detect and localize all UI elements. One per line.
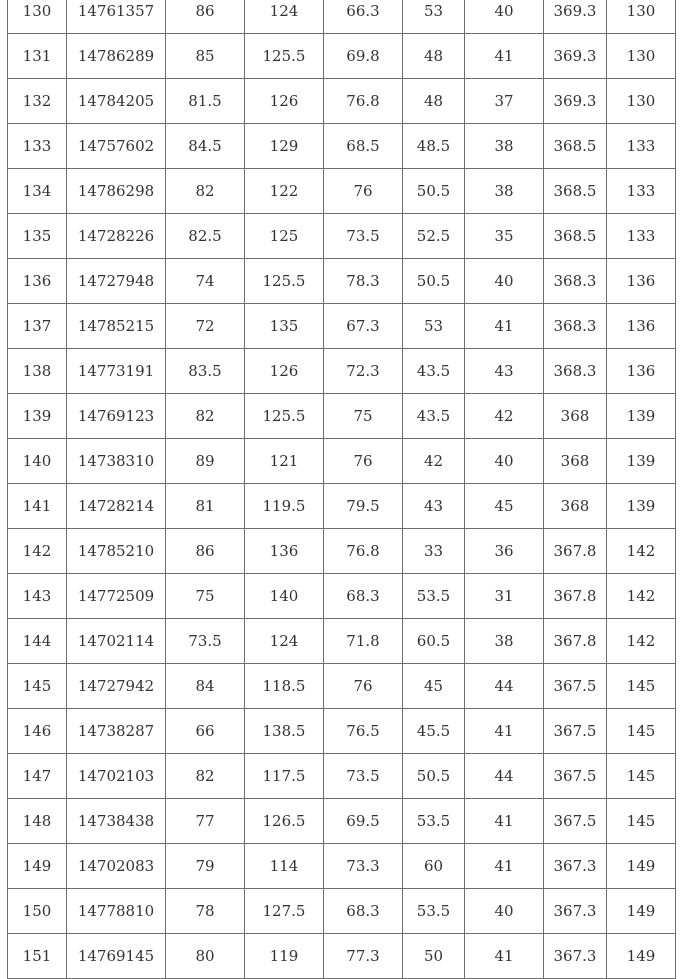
table-row: [8, 259, 676, 304]
table-cell: 41: [465, 844, 544, 889]
table-cell: 142: [607, 574, 676, 619]
table-cell: 149: [607, 844, 676, 889]
table-row: [8, 484, 676, 529]
table-cell: 368: [544, 394, 607, 439]
table-cell: 14702083: [67, 844, 166, 889]
table-cell: 124: [245, 0, 324, 34]
table-cell: 369.3: [544, 34, 607, 79]
table-cell: 53.5: [403, 889, 465, 934]
table-cell: 14702103: [67, 754, 166, 799]
table-cell: 50.5: [403, 259, 465, 304]
table-cell: 121: [245, 439, 324, 484]
table-cell: 35: [465, 214, 544, 259]
table-cell: 72.3: [324, 349, 403, 394]
table-cell: 119: [245, 934, 324, 979]
table-cell: 42: [465, 394, 544, 439]
table-cell: 14784205: [67, 79, 166, 124]
table-cell: 125.5: [245, 394, 324, 439]
table-cell: 14728226: [67, 214, 166, 259]
table-cell: 44: [465, 754, 544, 799]
table-cell: 44: [465, 664, 544, 709]
table-cell: 86: [166, 529, 245, 574]
table-cell: 145: [8, 664, 67, 709]
table-cell: 368.3: [544, 349, 607, 394]
table-cell: 137: [8, 304, 67, 349]
table-row: [8, 529, 676, 574]
table-cell: 48.5: [403, 124, 465, 169]
table-cell: 151: [8, 934, 67, 979]
table-cell: 14785215: [67, 304, 166, 349]
table-cell: 136: [607, 304, 676, 349]
table-cell: 14727942: [67, 664, 166, 709]
table-cell: 14702114: [67, 619, 166, 664]
table-cell: 127.5: [245, 889, 324, 934]
table-cell: 367.5: [544, 709, 607, 754]
table-cell: 369.3: [544, 0, 607, 34]
table-cell: 80: [166, 934, 245, 979]
table-cell: 125: [245, 214, 324, 259]
table-cell: 135: [245, 304, 324, 349]
table-cell: 50.5: [403, 169, 465, 214]
table-cell: 367.3: [544, 889, 607, 934]
table-cell: 40: [465, 889, 544, 934]
table-cell: 84: [166, 664, 245, 709]
table-cell: 129: [245, 124, 324, 169]
table-cell: 142: [607, 619, 676, 664]
table-cell: 130: [607, 79, 676, 124]
table-cell: 79: [166, 844, 245, 889]
table-cell: 142: [8, 529, 67, 574]
table-cell: 83.5: [166, 349, 245, 394]
table-cell: 60.5: [403, 619, 465, 664]
table-cell: 81.5: [166, 79, 245, 124]
table-cell: 133: [607, 169, 676, 214]
table-row: [8, 394, 676, 439]
table-cell: 14778810: [67, 889, 166, 934]
table-cell: 369.3: [544, 79, 607, 124]
table-cell: 14727948: [67, 259, 166, 304]
table-cell: 42: [403, 439, 465, 484]
table-cell: 53.5: [403, 574, 465, 619]
table-cell: 68.3: [324, 889, 403, 934]
table-cell: 76: [324, 169, 403, 214]
table-cell: 73.5: [324, 754, 403, 799]
table-row: [8, 709, 676, 754]
table-cell: 14786298: [67, 169, 166, 214]
table-row: [8, 34, 676, 79]
table-cell: 69.5: [324, 799, 403, 844]
table-cell: 132: [8, 79, 67, 124]
table-cell: 40: [465, 439, 544, 484]
table-cell: 53: [403, 304, 465, 349]
table-cell: 136: [607, 259, 676, 304]
table-cell: 41: [465, 799, 544, 844]
table-cell: 145: [607, 754, 676, 799]
table-cell: 36: [465, 529, 544, 574]
table-cell: 367.5: [544, 664, 607, 709]
table-cell: 48: [403, 34, 465, 79]
table-cell: 367.3: [544, 934, 607, 979]
table-cell: 118.5: [245, 664, 324, 709]
table-cell: 367.5: [544, 799, 607, 844]
table-cell: 37: [465, 79, 544, 124]
table-cell: 41: [465, 934, 544, 979]
table-cell: 72: [166, 304, 245, 349]
table-cell: 71.8: [324, 619, 403, 664]
table-cell: 368.5: [544, 214, 607, 259]
table-cell: 14738438: [67, 799, 166, 844]
table-cell: 142: [607, 529, 676, 574]
table-cell: 85: [166, 34, 245, 79]
table-cell: 367.5: [544, 754, 607, 799]
table-cell: 125.5: [245, 259, 324, 304]
table-cell: 81: [166, 484, 245, 529]
table-row: [8, 574, 676, 619]
table-cell: 147: [8, 754, 67, 799]
table-cell: 38: [465, 619, 544, 664]
table-cell: 145: [607, 799, 676, 844]
table-cell: 136: [8, 259, 67, 304]
table-cell: 43: [465, 349, 544, 394]
table-cell: 368.5: [544, 124, 607, 169]
table-cell: 41: [465, 34, 544, 79]
table-cell: 69.8: [324, 34, 403, 79]
table-cell: 126: [245, 349, 324, 394]
table-cell: 38: [465, 124, 544, 169]
table-cell: 368.3: [544, 304, 607, 349]
table-cell: 66: [166, 709, 245, 754]
table-cell: 136: [245, 529, 324, 574]
table-cell: 130: [607, 34, 676, 79]
table-cell: 43.5: [403, 349, 465, 394]
table-cell: 50: [403, 934, 465, 979]
table-cell: 53: [403, 0, 465, 34]
table-cell: 76: [324, 439, 403, 484]
table-row: [8, 619, 676, 664]
table-cell: 60: [403, 844, 465, 889]
table-cell: 367.8: [544, 574, 607, 619]
table-cell: 45.5: [403, 709, 465, 754]
table-row: [8, 0, 676, 34]
table-cell: 79.5: [324, 484, 403, 529]
table-row: [8, 214, 676, 259]
table-cell: 53.5: [403, 799, 465, 844]
table-cell: 89: [166, 439, 245, 484]
table-row: [8, 754, 676, 799]
table-cell: 14785210: [67, 529, 166, 574]
table-row: [8, 349, 676, 394]
table-cell: 82: [166, 754, 245, 799]
table-cell: 149: [607, 934, 676, 979]
table-cell: 68.5: [324, 124, 403, 169]
table-row: [8, 934, 676, 979]
table-cell: 133: [8, 124, 67, 169]
table-cell: 14772509: [67, 574, 166, 619]
table-cell: 76: [324, 664, 403, 709]
table-cell: 140: [8, 439, 67, 484]
table-cell: 130: [8, 0, 67, 34]
table-cell: 139: [607, 394, 676, 439]
table-cell: 82: [166, 394, 245, 439]
table-cell: 126.5: [245, 799, 324, 844]
table-cell: 67.3: [324, 304, 403, 349]
table-cell: 14773191: [67, 349, 166, 394]
table-row: [8, 439, 676, 484]
table-cell: 73.3: [324, 844, 403, 889]
table-cell: 66.3: [324, 0, 403, 34]
table-cell: 75: [324, 394, 403, 439]
table-cell: 14769123: [67, 394, 166, 439]
table-cell: 139: [607, 484, 676, 529]
table-cell: 138: [8, 349, 67, 394]
table-cell: 145: [607, 709, 676, 754]
table-row: [8, 844, 676, 889]
table-cell: 14728214: [67, 484, 166, 529]
table-cell: 145: [607, 664, 676, 709]
table-cell: 31: [465, 574, 544, 619]
table-cell: 78.3: [324, 259, 403, 304]
table-cell: 367.8: [544, 619, 607, 664]
table-cell: 45: [465, 484, 544, 529]
score-table: [7, 0, 676, 979]
table-cell: 134: [8, 169, 67, 214]
table-cell: 73.5: [324, 214, 403, 259]
table-cell: 368: [544, 484, 607, 529]
table-cell: 126: [245, 79, 324, 124]
table-cell: 124: [245, 619, 324, 664]
table-cell: 149: [607, 889, 676, 934]
table-cell: 76.5: [324, 709, 403, 754]
table-cell: 14738287: [67, 709, 166, 754]
table-cell: 122: [245, 169, 324, 214]
table-cell: 43: [403, 484, 465, 529]
table-cell: 76.8: [324, 529, 403, 574]
table-cell: 368.5: [544, 169, 607, 214]
table-cell: 45: [403, 664, 465, 709]
table-cell: 146: [8, 709, 67, 754]
table-cell: 82: [166, 169, 245, 214]
table-row: [8, 79, 676, 124]
table-cell: 139: [607, 439, 676, 484]
table-cell: 131: [8, 34, 67, 79]
table-cell: 75: [166, 574, 245, 619]
table-cell: 368: [544, 439, 607, 484]
table-cell: 78: [166, 889, 245, 934]
table-cell: 133: [607, 214, 676, 259]
table-cell: 73.5: [166, 619, 245, 664]
table-cell: 117.5: [245, 754, 324, 799]
table-cell: 367.3: [544, 844, 607, 889]
table-row: [8, 304, 676, 349]
table-cell: 130: [607, 0, 676, 34]
table-cell: 14761357: [67, 0, 166, 34]
table-cell: 40: [465, 0, 544, 34]
table-cell: 41: [465, 709, 544, 754]
table-cell: 119.5: [245, 484, 324, 529]
table-cell: 33: [403, 529, 465, 574]
table-cell: 143: [8, 574, 67, 619]
table-cell: 135: [8, 214, 67, 259]
table-cell: 14786289: [67, 34, 166, 79]
table-cell: 40: [465, 259, 544, 304]
table-cell: 144: [8, 619, 67, 664]
table-cell: 76.8: [324, 79, 403, 124]
table-cell: 114: [245, 844, 324, 889]
table-cell: 68.3: [324, 574, 403, 619]
table-cell: 149: [8, 844, 67, 889]
table-row: [8, 664, 676, 709]
table-cell: 148: [8, 799, 67, 844]
table-cell: 74: [166, 259, 245, 304]
table-cell: 52.5: [403, 214, 465, 259]
table-cell: 14738310: [67, 439, 166, 484]
table-cell: 140: [245, 574, 324, 619]
table-cell: 368.3: [544, 259, 607, 304]
table-cell: 133: [607, 124, 676, 169]
table-cell: 48: [403, 79, 465, 124]
table-cell: 139: [8, 394, 67, 439]
table-cell: 82.5: [166, 214, 245, 259]
table-cell: 367.8: [544, 529, 607, 574]
table-cell: 77: [166, 799, 245, 844]
table-cell: 125.5: [245, 34, 324, 79]
table-cell: 38: [465, 169, 544, 214]
table-cell: 136: [607, 349, 676, 394]
table-row: [8, 889, 676, 934]
table-cell: 141: [8, 484, 67, 529]
table-cell: 77.3: [324, 934, 403, 979]
table-cell: 43.5: [403, 394, 465, 439]
table-row: [8, 799, 676, 844]
table-cell: 86: [166, 0, 245, 34]
table-cell: 50.5: [403, 754, 465, 799]
table-cell: 41: [465, 304, 544, 349]
table-cell: 150: [8, 889, 67, 934]
table-cell: 14757602: [67, 124, 166, 169]
table-row: [8, 124, 676, 169]
table-cell: 84.5: [166, 124, 245, 169]
table-cell: 138.5: [245, 709, 324, 754]
table-row: [8, 169, 676, 214]
table-cell: 14769145: [67, 934, 166, 979]
